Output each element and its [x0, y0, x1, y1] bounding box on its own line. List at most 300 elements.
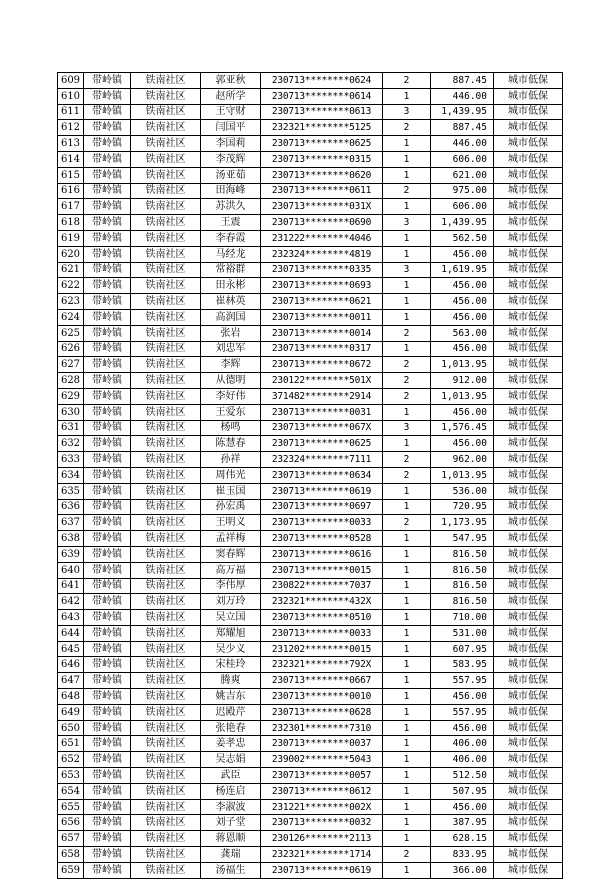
household-count-cell: 1 [383, 799, 431, 815]
id-number-cell: 232321********5125 [261, 120, 383, 136]
recipient-name-cell: 马经龙 [201, 246, 261, 262]
relief-type-cell: 城市低保 [494, 831, 563, 847]
household-count-cell: 1 [383, 578, 431, 594]
id-number-cell: 230713********0613 [261, 104, 383, 120]
table-row [58, 594, 563, 610]
row-number-cell: 646 [58, 657, 84, 673]
community-cell: 铁南社区 [131, 594, 201, 610]
table-row [58, 325, 563, 341]
recipient-name-cell: 窦春辉 [201, 546, 261, 562]
relief-type-cell: 城市低保 [494, 167, 563, 183]
amount-cell: 562.50 [431, 230, 494, 246]
community-cell: 铁南社区 [131, 689, 201, 705]
id-number-cell: 230713********0014 [261, 325, 383, 341]
household-count-cell: 3 [383, 420, 431, 436]
table-row [58, 531, 563, 547]
household-count-cell: 1 [383, 151, 431, 167]
town-cell: 带岭镇 [84, 373, 131, 389]
row-number-cell: 614 [58, 151, 84, 167]
relief-type-cell: 城市低保 [494, 862, 563, 878]
id-number-cell: 371482********2914 [261, 388, 383, 404]
amount-cell: 446.00 [431, 88, 494, 104]
community-cell: 铁南社区 [131, 531, 201, 547]
household-count-cell: 1 [383, 862, 431, 878]
recipient-name-cell: 李淑波 [201, 799, 261, 815]
amount-cell: 816.50 [431, 546, 494, 562]
community-cell: 铁南社区 [131, 120, 201, 136]
amount-cell: 456.00 [431, 689, 494, 705]
recipient-name-cell: 孙宏禹 [201, 499, 261, 515]
household-count-cell: 2 [383, 325, 431, 341]
row-number-cell: 655 [58, 799, 84, 815]
table-row [58, 183, 563, 199]
recipient-name-cell: 闫国平 [201, 120, 261, 136]
amount-cell: 456.00 [431, 799, 494, 815]
id-number-cell: 230713********0335 [261, 262, 383, 278]
table-row [58, 167, 563, 183]
id-number-cell: 230713********0015 [261, 562, 383, 578]
amount-cell: 512.50 [431, 768, 494, 784]
row-number-cell: 638 [58, 531, 84, 547]
amount-cell: 547.95 [431, 531, 494, 547]
id-number-cell: 230713********0037 [261, 736, 383, 752]
amount-cell: 1,013.95 [431, 357, 494, 373]
row-number-cell: 623 [58, 294, 84, 310]
row-number-cell: 659 [58, 862, 84, 878]
table-row [58, 562, 563, 578]
row-number-cell: 650 [58, 720, 84, 736]
amount-cell: 1,013.95 [431, 467, 494, 483]
relief-type-cell: 城市低保 [494, 88, 563, 104]
row-number-cell: 652 [58, 752, 84, 768]
community-cell: 铁南社区 [131, 309, 201, 325]
recipient-name-cell: 姚吉东 [201, 689, 261, 705]
relief-type-cell: 城市低保 [494, 546, 563, 562]
town-cell: 带岭镇 [84, 736, 131, 752]
table-row [58, 262, 563, 278]
table-row [58, 73, 563, 89]
amount-cell: 912.00 [431, 373, 494, 389]
row-number-cell: 617 [58, 199, 84, 215]
household-count-cell: 2 [383, 452, 431, 468]
relief-type-cell: 城市低保 [494, 309, 563, 325]
community-cell: 铁南社区 [131, 452, 201, 468]
community-cell: 铁南社区 [131, 278, 201, 294]
household-count-cell: 1 [383, 230, 431, 246]
amount-cell: 446.00 [431, 136, 494, 152]
row-number-cell: 620 [58, 246, 84, 262]
table-row [58, 736, 563, 752]
household-count-cell: 1 [383, 546, 431, 562]
amount-cell: 456.00 [431, 341, 494, 357]
id-number-cell: 230713********0510 [261, 610, 383, 626]
recipient-name-cell: 崔林英 [201, 294, 261, 310]
town-cell: 带岭镇 [84, 183, 131, 199]
table-row [58, 278, 563, 294]
row-number-cell: 649 [58, 704, 84, 720]
row-number-cell: 656 [58, 815, 84, 831]
row-number-cell: 654 [58, 783, 84, 799]
community-cell: 铁南社区 [131, 815, 201, 831]
table-row [58, 230, 563, 246]
id-number-cell: 230713********0697 [261, 499, 383, 515]
amount-cell: 563.00 [431, 325, 494, 341]
table-row [58, 815, 563, 831]
town-cell: 带岭镇 [84, 531, 131, 547]
table-row [58, 578, 563, 594]
community-cell: 铁南社区 [131, 673, 201, 689]
recipient-name-cell: 孙祥 [201, 452, 261, 468]
table-row [58, 689, 563, 705]
town-cell: 带岭镇 [84, 167, 131, 183]
table-row [58, 768, 563, 784]
table-row [58, 752, 563, 768]
row-number-cell: 632 [58, 436, 84, 452]
town-cell: 带岭镇 [84, 704, 131, 720]
table-row [58, 783, 563, 799]
id-number-cell: 230126********2113 [261, 831, 383, 847]
household-count-cell: 1 [383, 625, 431, 641]
table-row [58, 294, 563, 310]
amount-cell: 720.95 [431, 499, 494, 515]
row-number-cell: 609 [58, 73, 84, 89]
relief-type-cell: 城市低保 [494, 562, 563, 578]
town-cell: 带岭镇 [84, 262, 131, 278]
household-count-cell: 1 [383, 278, 431, 294]
relief-type-cell: 城市低保 [494, 783, 563, 799]
relief-type-cell: 城市低保 [494, 483, 563, 499]
table-body [58, 73, 563, 879]
recipient-name-cell: 崔玉国 [201, 483, 261, 499]
amount-cell: 1,013.95 [431, 388, 494, 404]
recipient-name-cell: 张岩 [201, 325, 261, 341]
household-count-cell: 2 [383, 467, 431, 483]
relief-type-cell: 城市低保 [494, 641, 563, 657]
household-count-cell: 1 [383, 815, 431, 831]
row-number-cell: 643 [58, 610, 84, 626]
row-number-cell: 615 [58, 167, 84, 183]
row-number-cell: 619 [58, 230, 84, 246]
relief-type-cell: 城市低保 [494, 768, 563, 784]
amount-cell: 456.00 [431, 720, 494, 736]
household-count-cell: 2 [383, 847, 431, 863]
community-cell: 铁南社区 [131, 136, 201, 152]
recipient-name-cell: 李伟厚 [201, 578, 261, 594]
household-count-cell: 1 [383, 752, 431, 768]
row-number-cell: 629 [58, 388, 84, 404]
town-cell: 带岭镇 [84, 278, 131, 294]
community-cell: 铁南社区 [131, 483, 201, 499]
household-count-cell: 2 [383, 373, 431, 389]
household-count-cell: 1 [383, 768, 431, 784]
community-cell: 铁南社区 [131, 736, 201, 752]
row-number-cell: 658 [58, 847, 84, 863]
recipient-name-cell: 吴志娟 [201, 752, 261, 768]
amount-cell: 456.00 [431, 294, 494, 310]
row-number-cell: 637 [58, 515, 84, 531]
household-count-cell: 1 [383, 594, 431, 610]
household-count-cell: 1 [383, 246, 431, 262]
id-number-cell: 230713********0619 [261, 862, 383, 878]
relief-type-cell: 城市低保 [494, 578, 563, 594]
recipient-name-cell: 王守财 [201, 104, 261, 120]
recipient-name-cell: 王爱东 [201, 404, 261, 420]
community-cell: 铁南社区 [131, 73, 201, 89]
id-number-cell: 230713********0612 [261, 783, 383, 799]
amount-cell: 887.45 [431, 120, 494, 136]
amount-cell: 456.00 [431, 404, 494, 420]
recipient-name-cell: 李国莉 [201, 136, 261, 152]
id-number-cell: 230713********0690 [261, 215, 383, 231]
table-row [58, 404, 563, 420]
id-number-cell: 230713********067X [261, 420, 383, 436]
recipient-name-cell: 杨鸣 [201, 420, 261, 436]
community-cell: 铁南社区 [131, 88, 201, 104]
household-count-cell: 2 [383, 515, 431, 531]
table-row [58, 452, 563, 468]
row-number-cell: 611 [58, 104, 84, 120]
table-row [58, 357, 563, 373]
household-count-cell: 1 [383, 88, 431, 104]
row-number-cell: 626 [58, 341, 84, 357]
household-count-cell: 1 [383, 783, 431, 799]
row-number-cell: 636 [58, 499, 84, 515]
recipient-name-cell: 李春霞 [201, 230, 261, 246]
id-number-cell: 232321********432X [261, 594, 383, 610]
town-cell: 带岭镇 [84, 341, 131, 357]
community-cell: 铁南社区 [131, 515, 201, 531]
recipient-name-cell: 常裕群 [201, 262, 261, 278]
id-number-cell: 230122********501X [261, 373, 383, 389]
table-row [58, 610, 563, 626]
recipient-name-cell: 李辉 [201, 357, 261, 373]
relief-type-cell: 城市低保 [494, 294, 563, 310]
id-number-cell: 230713********0010 [261, 689, 383, 705]
relief-type-cell: 城市低保 [494, 104, 563, 120]
relief-type-cell: 城市低保 [494, 230, 563, 246]
row-number-cell: 624 [58, 309, 84, 325]
relief-type-cell: 城市低保 [494, 73, 563, 89]
household-count-cell: 1 [383, 483, 431, 499]
recipient-name-cell: 吴立国 [201, 610, 261, 626]
row-number-cell: 622 [58, 278, 84, 294]
household-count-cell: 1 [383, 562, 431, 578]
amount-cell: 710.00 [431, 610, 494, 626]
recipient-name-cell: 刘万玲 [201, 594, 261, 610]
amount-cell: 962.00 [431, 452, 494, 468]
id-number-cell: 230713********0667 [261, 673, 383, 689]
table-row [58, 199, 563, 215]
community-cell: 铁南社区 [131, 199, 201, 215]
amount-cell: 557.95 [431, 673, 494, 689]
row-number-cell: 612 [58, 120, 84, 136]
relief-type-cell: 城市低保 [494, 847, 563, 863]
recipient-name-cell: 郭亚秋 [201, 73, 261, 89]
table-row [58, 704, 563, 720]
community-cell: 铁南社区 [131, 420, 201, 436]
amount-cell: 606.00 [431, 151, 494, 167]
town-cell: 带岭镇 [84, 515, 131, 531]
row-number-cell: 653 [58, 768, 84, 784]
town-cell: 带岭镇 [84, 783, 131, 799]
table-row [58, 215, 563, 231]
row-number-cell: 628 [58, 373, 84, 389]
amount-cell: 456.00 [431, 278, 494, 294]
relief-type-cell: 城市低保 [494, 246, 563, 262]
household-count-cell: 1 [383, 641, 431, 657]
relief-type-cell: 城市低保 [494, 689, 563, 705]
id-number-cell: 231202********0015 [261, 641, 383, 657]
relief-type-cell: 城市低保 [494, 720, 563, 736]
household-count-cell: 2 [383, 357, 431, 373]
table-row [58, 831, 563, 847]
relief-type-cell: 城市低保 [494, 151, 563, 167]
amount-cell: 887.45 [431, 73, 494, 89]
id-number-cell: 230713********0628 [261, 704, 383, 720]
recipient-name-cell: 吴少义 [201, 641, 261, 657]
amount-cell: 456.00 [431, 436, 494, 452]
recipient-name-cell: 杨连启 [201, 783, 261, 799]
table-row [58, 515, 563, 531]
community-cell: 铁南社区 [131, 562, 201, 578]
town-cell: 带岭镇 [84, 815, 131, 831]
community-cell: 铁南社区 [131, 546, 201, 562]
household-count-cell: 3 [383, 262, 431, 278]
id-number-cell: 230713********0032 [261, 815, 383, 831]
amount-cell: 1,576.45 [431, 420, 494, 436]
household-count-cell: 1 [383, 720, 431, 736]
table-row [58, 136, 563, 152]
household-count-cell: 3 [383, 104, 431, 120]
community-cell: 铁南社区 [131, 752, 201, 768]
town-cell: 带岭镇 [84, 230, 131, 246]
id-number-cell: 230713********0528 [261, 531, 383, 547]
row-number-cell: 639 [58, 546, 84, 562]
community-cell: 铁南社区 [131, 799, 201, 815]
town-cell: 带岭镇 [84, 309, 131, 325]
amount-cell: 536.00 [431, 483, 494, 499]
row-number-cell: 625 [58, 325, 84, 341]
table-row [58, 151, 563, 167]
recipient-name-cell: 张艳春 [201, 720, 261, 736]
amount-cell: 507.95 [431, 783, 494, 799]
recipient-name-cell: 迟殿芹 [201, 704, 261, 720]
relief-type-cell: 城市低保 [494, 610, 563, 626]
relief-type-cell: 城市低保 [494, 404, 563, 420]
relief-type-cell: 城市低保 [494, 531, 563, 547]
id-number-cell: 230713********0033 [261, 515, 383, 531]
community-cell: 铁南社区 [131, 104, 201, 120]
household-count-cell: 1 [383, 499, 431, 515]
id-number-cell: 232324********7111 [261, 452, 383, 468]
table-row [58, 120, 563, 136]
household-count-cell: 2 [383, 183, 431, 199]
relief-recipients-table [57, 72, 563, 879]
household-count-cell: 1 [383, 657, 431, 673]
relief-type-cell: 城市低保 [494, 736, 563, 752]
household-count-cell: 1 [383, 531, 431, 547]
row-number-cell: 651 [58, 736, 84, 752]
id-number-cell: 232324********4819 [261, 246, 383, 262]
recipient-name-cell: 汤福生 [201, 862, 261, 878]
row-number-cell: 618 [58, 215, 84, 231]
id-number-cell: 230713********031X [261, 199, 383, 215]
community-cell: 铁南社区 [131, 641, 201, 657]
town-cell: 带岭镇 [84, 388, 131, 404]
recipient-name-cell: 田海峰 [201, 183, 261, 199]
community-cell: 铁南社区 [131, 215, 201, 231]
community-cell: 铁南社区 [131, 499, 201, 515]
town-cell: 带岭镇 [84, 467, 131, 483]
relief-type-cell: 城市低保 [494, 752, 563, 768]
row-number-cell: 630 [58, 404, 84, 420]
town-cell: 带岭镇 [84, 483, 131, 499]
amount-cell: 1,439.95 [431, 215, 494, 231]
id-number-cell: 232301********7310 [261, 720, 383, 736]
id-number-cell: 230713********0616 [261, 546, 383, 562]
community-cell: 铁南社区 [131, 151, 201, 167]
household-count-cell: 1 [383, 199, 431, 215]
town-cell: 带岭镇 [84, 420, 131, 436]
relief-type-cell: 城市低保 [494, 673, 563, 689]
amount-cell: 456.00 [431, 309, 494, 325]
town-cell: 带岭镇 [84, 452, 131, 468]
row-number-cell: 621 [58, 262, 84, 278]
table-row [58, 847, 563, 863]
town-cell: 带岭镇 [84, 673, 131, 689]
community-cell: 铁南社区 [131, 246, 201, 262]
relief-type-cell: 城市低保 [494, 436, 563, 452]
row-number-cell: 644 [58, 625, 84, 641]
table-row [58, 625, 563, 641]
table-row [58, 483, 563, 499]
relief-type-cell: 城市低保 [494, 704, 563, 720]
relief-type-cell: 城市低保 [494, 657, 563, 673]
recipient-name-cell: 武臣 [201, 768, 261, 784]
community-cell: 铁南社区 [131, 230, 201, 246]
town-cell: 带岭镇 [84, 799, 131, 815]
community-cell: 铁南社区 [131, 768, 201, 784]
amount-cell: 406.00 [431, 736, 494, 752]
town-cell: 带岭镇 [84, 752, 131, 768]
community-cell: 铁南社区 [131, 436, 201, 452]
id-number-cell: 231222********4046 [261, 230, 383, 246]
town-cell: 带岭镇 [84, 610, 131, 626]
relief-type-cell: 城市低保 [494, 515, 563, 531]
town-cell: 带岭镇 [84, 436, 131, 452]
table-row [58, 720, 563, 736]
row-number-cell: 648 [58, 689, 84, 705]
table-row [58, 388, 563, 404]
community-cell: 铁南社区 [131, 373, 201, 389]
amount-cell: 456.00 [431, 246, 494, 262]
relief-type-cell: 城市低保 [494, 373, 563, 389]
id-number-cell: 230713********0634 [261, 467, 383, 483]
town-cell: 带岭镇 [84, 862, 131, 878]
id-number-cell: 230713********0611 [261, 183, 383, 199]
amount-cell: 606.00 [431, 199, 494, 215]
table-row [58, 799, 563, 815]
id-number-cell: 230713********0315 [261, 151, 383, 167]
relief-type-cell: 城市低保 [494, 325, 563, 341]
town-cell: 带岭镇 [84, 578, 131, 594]
recipient-name-cell: 苏洪久 [201, 199, 261, 215]
id-number-cell: 230713********0011 [261, 309, 383, 325]
community-cell: 铁南社区 [131, 262, 201, 278]
relief-type-cell: 城市低保 [494, 120, 563, 136]
amount-cell: 816.50 [431, 578, 494, 594]
recipient-name-cell: 蒋恩顺 [201, 831, 261, 847]
